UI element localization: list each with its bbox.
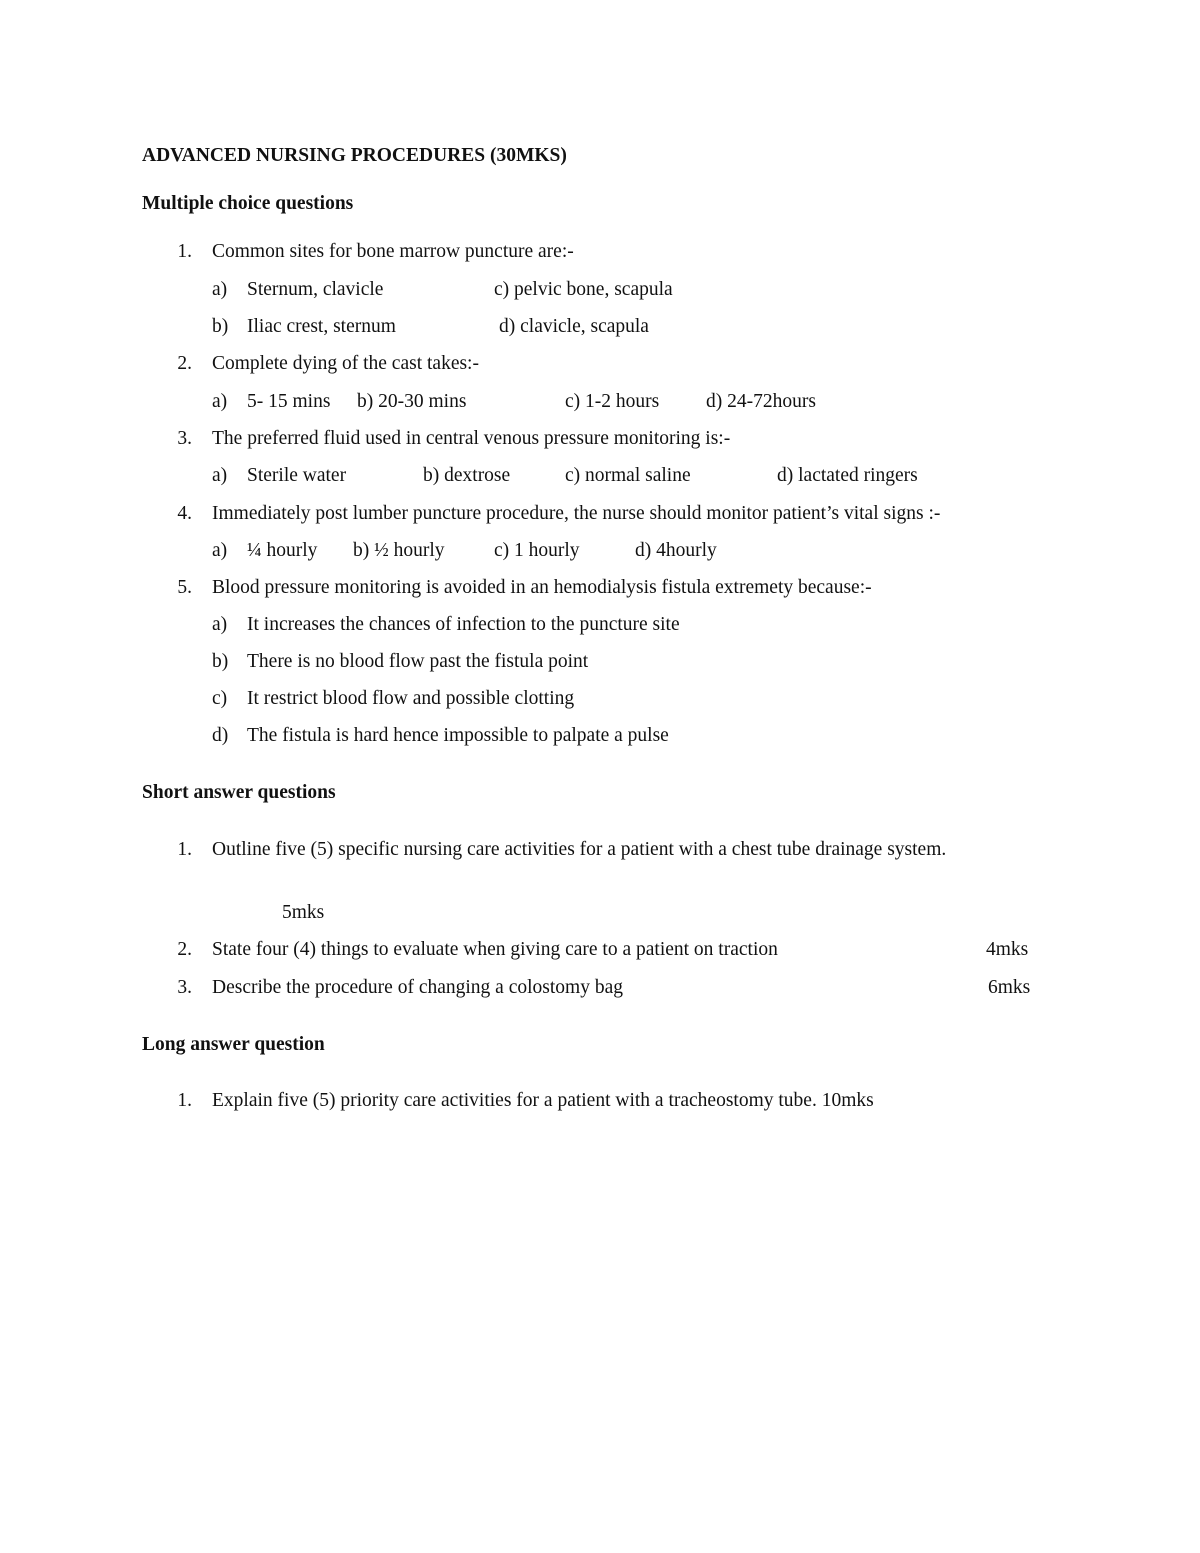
question-number: 1. [177, 1090, 192, 1111]
option-text: c) pelvic bone, scapula [494, 279, 673, 300]
document-title: ADVANCED NURSING PROCEDURES (30MKS) [142, 145, 567, 166]
option-label: a) [212, 614, 228, 635]
question-text: Explain five (5) priority care activities for a patient with a tracheostomy tube. 10mks [212, 1090, 874, 1111]
option-text: c) normal saline [565, 465, 691, 486]
option-text: c) 1 hourly [494, 540, 580, 561]
question-text: Outline five (5) specific nursing care activities for a patient with a chest tube drainage system. [212, 839, 947, 860]
option-text: d) 4hourly [635, 540, 717, 561]
question-number: 5. [177, 577, 192, 598]
mcq-heading: Multiple choice questions [142, 193, 354, 214]
long-heading: Long answer question [142, 1034, 325, 1055]
option-text: Sternum, clavicle [247, 279, 384, 300]
option-text: The fistula is hard hence impossible to palpate a pulse [247, 725, 669, 746]
question-number: 3. [177, 977, 192, 998]
option-label: b) [212, 316, 229, 337]
option-text: d) lactated ringers [777, 465, 918, 486]
question-text: The preferred fluid used in central venous pressure monitoring is:- [212, 428, 731, 449]
option-text: There is no blood flow past the fistula point [247, 651, 589, 672]
question-text: Complete dying of the cast takes:- [212, 353, 479, 374]
option-text: b) ½ hourly [353, 540, 445, 561]
option-label: d) [212, 725, 229, 746]
question-number: 2. [177, 939, 192, 960]
option-label: a) [212, 391, 228, 412]
short-heading: Short answer questions [142, 782, 336, 803]
option-text: Iliac crest, sternum [247, 316, 396, 337]
question-number: 4. [177, 503, 192, 524]
question-text: State four (4) things to evaluate when giving care to a patient on traction [212, 939, 778, 960]
question-marks: 6mks [988, 977, 1031, 998]
question-number: 1. [177, 839, 192, 860]
option-text: ¼ hourly [247, 540, 318, 561]
question-text: Common sites for bone marrow puncture are:- [212, 241, 574, 262]
option-text: c) 1-2 hours [565, 391, 660, 412]
question-number: 3. [177, 428, 192, 449]
option-label: a) [212, 540, 228, 561]
option-label: b) [212, 651, 229, 672]
option-text: b) dextrose [423, 465, 511, 486]
option-text: Sterile water [247, 465, 347, 486]
question-number: 1. [177, 241, 192, 262]
question-number: 2. [177, 353, 192, 374]
question-marks: 5mks [282, 902, 325, 923]
option-text: d) clavicle, scapula [499, 316, 649, 337]
option-text: 5- 15 mins [247, 391, 331, 412]
option-text: It increases the chances of infection to the puncture site [247, 614, 680, 635]
option-text: d) 24-72hours [706, 391, 816, 412]
question-text: Blood pressure monitoring is avoided in an hemodialysis fistula extremety because:- [212, 577, 872, 598]
question-text: Describe the procedure of changing a colostomy bag [212, 977, 623, 998]
question-marks: 4mks [986, 939, 1029, 960]
option-text: It restrict blood flow and possible clotting [247, 688, 575, 709]
option-label: a) [212, 465, 228, 486]
option-label: a) [212, 279, 228, 300]
option-label: c) [212, 688, 228, 709]
option-text: b) 20-30 mins [357, 391, 467, 412]
question-text: Immediately post lumber puncture procedure, the nurse should monitor patient’s vital signs :- [212, 503, 941, 524]
